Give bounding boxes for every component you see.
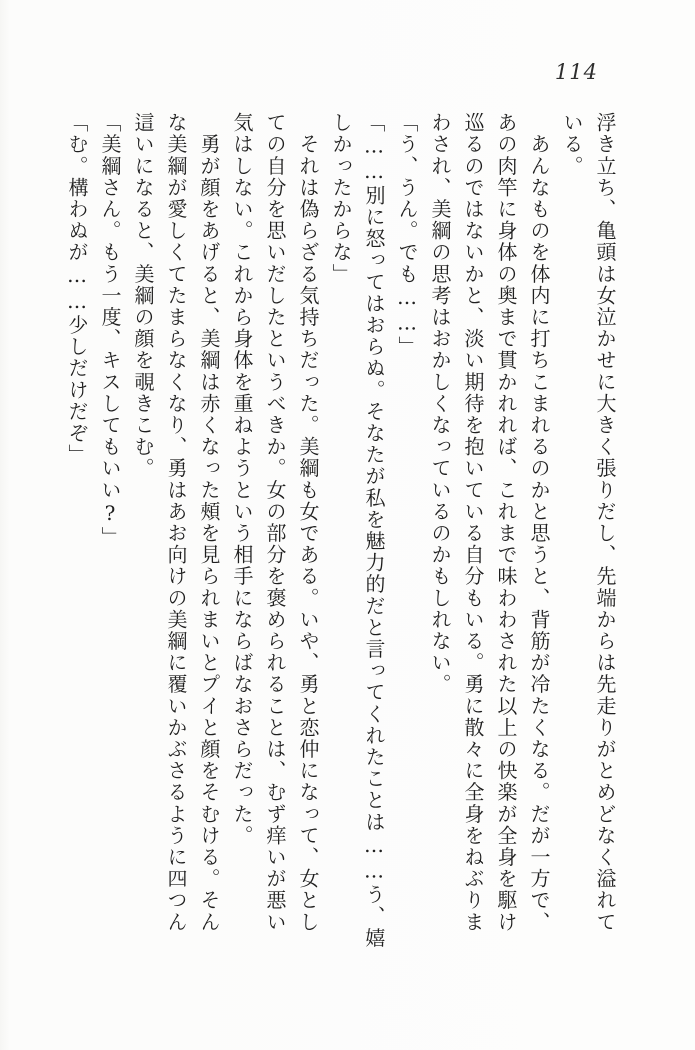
text-line: それは偽らざる気持ちだった。美綱も女である。いや、勇と恋仲になって、女とし xyxy=(296,112,320,933)
text-line: 「……別に怒ってはおらぬ。そなたが私を魅力的だと言ってくれたことは……う、嬉 xyxy=(362,112,386,949)
text-line: な美綱が愛しくてたまらなくなり、勇はあお向けの美綱に覆いかぶさるように四つん xyxy=(164,112,188,933)
text-line: 浮き立ち、亀頭は女泣かせに大きく張りだし、先端からは先走りがとめどなく溢れて xyxy=(593,112,617,933)
page-number: 114 xyxy=(554,60,598,84)
text-block xyxy=(60,112,621,949)
text-line: いる。 xyxy=(560,112,584,177)
text-line: 気はしない。これから身体を重ねようという相手にならばなおさらだった。 xyxy=(230,112,254,847)
text-line: しかったからな」 xyxy=(329,112,353,285)
text-line: 「美綱さん。もう一度、キスしてもいい?」 xyxy=(98,112,122,548)
text-line: 「む。構わぬが……少しだけだぞ」 xyxy=(65,112,89,466)
text-line: あんなものを体内に打ちこまれるのかと思うと、背筋が冷たくなる。だが一方で、 xyxy=(527,112,551,933)
text-line: 這いになると、美綱の顔を覗きこむ。 xyxy=(131,112,155,480)
text-line: 「う、うん。でも……」 xyxy=(395,112,419,358)
text-line: 勇が顔をあげると、美綱は赤くなった頰を見られまいとプイと顔をそむける。そん xyxy=(197,112,221,933)
text-line: わされ、美綱の思考はおかしくなっているのかもしれない。 xyxy=(428,112,452,696)
text-line: ての自分を思いだしたというべきか。女の部分を褒められることは、むず痒いが悪い xyxy=(263,112,287,933)
text-line: あの肉竿に身体の奥まで貫かれれば、これまで味わわされた以上の快楽が全身を駆け xyxy=(494,112,518,933)
text-line: 巡るのではないかと、淡い期待を抱いている自分もいる。勇に散々に全身をねぶりま xyxy=(461,112,485,933)
